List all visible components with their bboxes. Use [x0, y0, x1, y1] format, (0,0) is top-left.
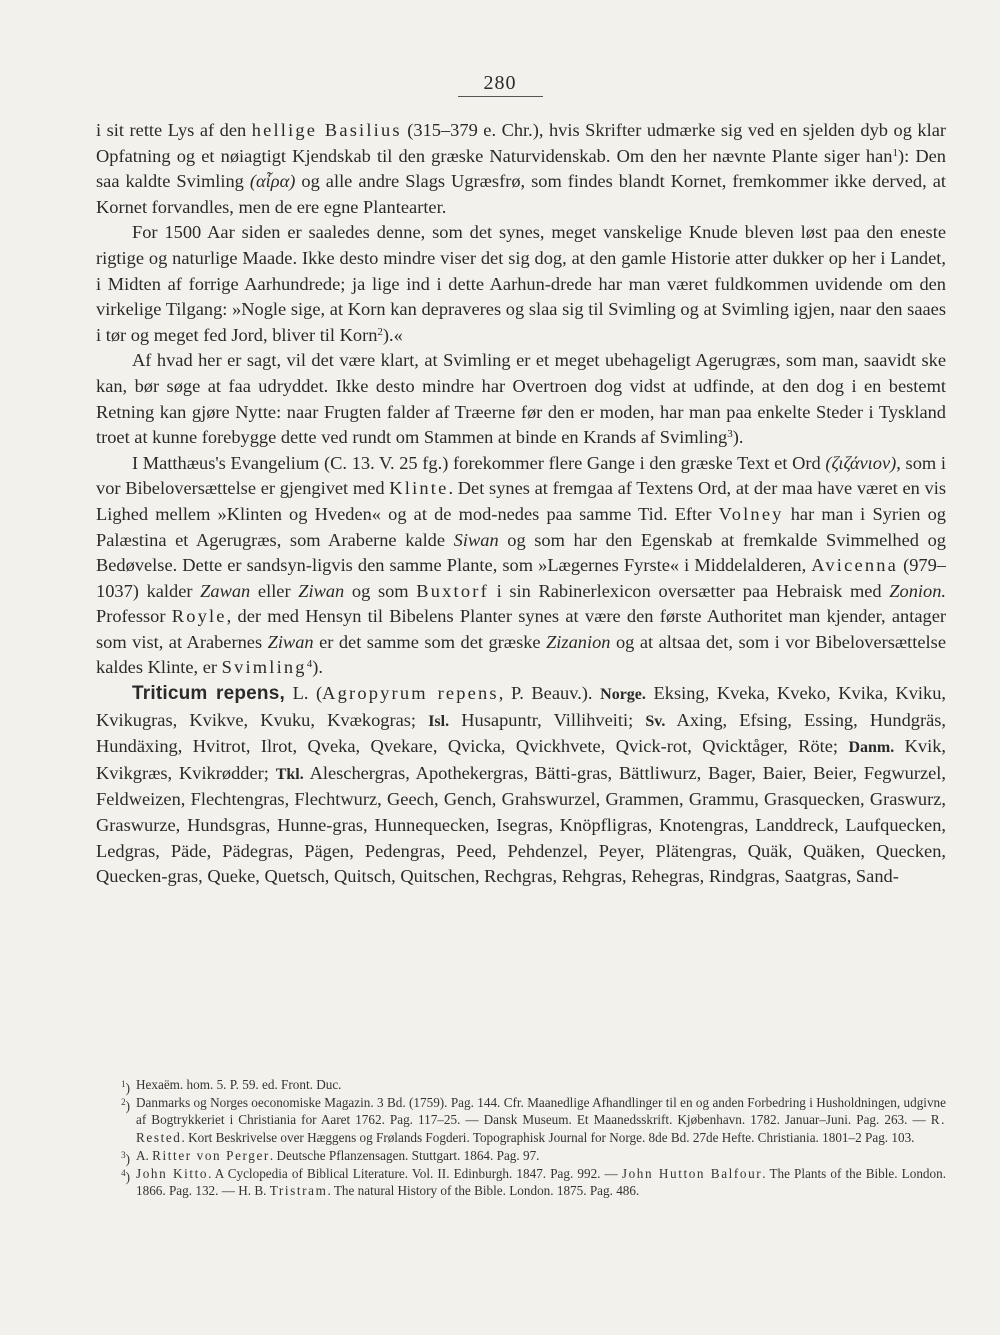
text-run: Ziwan	[298, 580, 345, 601]
paragraph	[96, 118, 946, 220]
text-run: Isl.	[428, 712, 450, 730]
text-run: er det samme som det græske	[313, 631, 547, 652]
text-run: . Kort Beskrivelse over Hæggens og Frølands Fogderi. Topographisk Journal for Norge. 8de Bd. 27de Hefte. Christiania. 1801–2 Pag. 103.	[181, 1130, 915, 1146]
text-run: Zawan	[200, 580, 251, 601]
footnote-ref: 4	[306, 658, 313, 671]
footnote-ref: 3	[727, 428, 733, 441]
text-run: Professor	[96, 606, 172, 627]
footnote-mark: $^3$)	[121, 1149, 130, 1167]
text-run: Aleschergras, Apothekergras, Bätti-gras, Bättliwurz, Bager, Baier, Beier, Fegwurzel, Feldweizen, Flechtengras, Flechtwurz, Geech, Gench, Grahswurzel, Grammen, Grammu, Grasquecken, Graswurz, Graswurze, Hundsgras, Hunne-gras, Hunnequecken, Isegras, Knöpfligras, Knotengras, Landdreck, Laufquecken, Ledgras, Päde, Pädegras, Pägen, Pedengras, Peed, Pehdenzel, Peyer, Plätengras, Quäk, Quäken, Quecken, Quecken-gras, Queke, Quetsch, Quitsch, Quitschen, Rechgras, Rehgras, Rehegras, Rindgras, Saatgras, Sand-	[96, 762, 946, 887]
text-run: i sin Rabinerlexicon oversætter paa Hebraisk med	[488, 580, 890, 601]
text-run: (979–1037) kalder	[96, 555, 946, 601]
text-run: Eksing, Kveka, Kveko, Kvika, Kviku, Kvikugras, Kvikve, Kvuku, Kvækogras;	[96, 683, 946, 730]
page-number-text: 280	[458, 72, 543, 97]
text-run: ).	[732, 427, 744, 448]
body-text	[96, 118, 946, 890]
text-run: Agropyrum repens	[322, 683, 499, 704]
text-run: Ziwan	[267, 631, 314, 652]
paragraph	[96, 220, 946, 348]
text-run: Axing, Efsing, Essing, Hundgräs, Hundäxing, Hvitrot, Ilrot, Qveka, Qvekare, Qvicka, Qvickhvete, Qvick-rot, Qvicktåger, Röte;	[96, 709, 947, 757]
text-run: Hexaëm. hom. 5. P. 59. ed. Front. Duc.	[136, 1077, 342, 1092]
text-run: (315–379 e. Chr.), hvis Skrifter udmærke sig ved en sjelden dyb og klar Opfatning og et nøiagtigt Kjendskab til den græske Naturvidenskab. Om den her nævnte Plante siger han	[96, 120, 946, 166]
page-number	[0, 72, 1000, 97]
text-run: og som har den Egenskab at fremkalde Svimmelhed og Bedøvelse. Dette er sandsyn-ligvis den samme Plante, som »Lægernes Fyrste« i Middelalderen,	[96, 529, 946, 576]
footnote-mark: $^1$)	[121, 1079, 130, 1096]
text-run: L. (	[284, 683, 323, 704]
text-run: , der med Hensyn til Bibelens Planter synes at være den første Authoritet man kjender, antager som vist, at Arabernes	[96, 606, 946, 652]
text-run: . A Cyclopedia of Biblical Literature. Vol. II. Edinburgh. 1847. Pag. 992. —	[208, 1165, 622, 1181]
text-run: Zonion.	[889, 580, 946, 601]
footnote	[108, 1165, 946, 1200]
text-run: Sv.	[645, 712, 666, 730]
text-run: For 1500 Aar siden er saaledes denne, som det synes, meget vanskelige Knude bleven løst paa den eneste rigtige og naturlige Maade. Ikke desto mindre viser det sig dog, at den gamle Historie atter dukker op her i Landet, i Midten af forrige Aarhundrede; ja lige ind i dette Aarhun-drede har man været fuldkommen uvidende om den virkelige Tilgang: »Nogle sige, at Korn kan depraveres og slaa sig til Svimling og at Svimling igjen, naar den saaes i tør og meget fed Jord, bliver til Korn	[96, 222, 946, 345]
paragraph	[96, 681, 946, 890]
text-run: Avicenna	[811, 555, 898, 576]
text-run: og alle andre Slags Ugræsfrø, som findes blandt Kornet, fremkommer ikke derved, at Kornet forvandles, men de ere egne Plantearter.	[96, 171, 946, 217]
text-run: ).«	[382, 324, 403, 345]
text-run: hellige Basilius	[251, 120, 402, 140]
text-run: (αἶρα)	[249, 171, 296, 192]
text-run: Ritter von Perger	[152, 1147, 270, 1163]
text-run: Klinte	[389, 478, 449, 499]
paragraph	[96, 348, 946, 450]
footnote	[108, 1076, 946, 1094]
text-run: Royle	[171, 606, 227, 627]
text-run: Tristram	[269, 1183, 328, 1199]
text-run: og at altsaa det, som i vor Bibeloversættelse kaldes Klinte, er	[96, 631, 946, 678]
footnote-mark: $^2$)	[121, 1096, 130, 1114]
paragraph	[96, 451, 946, 681]
text-run: Danm.	[848, 739, 895, 757]
text-run: . The Plants of the Bible. London. 1866. Pag. 132. — H. B.	[136, 1165, 946, 1199]
text-run: ): Den saa kaldte Svimling	[96, 145, 946, 192]
text-run: Danmarks og Norges oeconomiske Magazin. 3 Bd. (1759). Pag. 144. Cfr. Maanedlige Afhandlinger til en og anden Forbedring i Husholdningen, udgivne af Bogtrykkeriet i Christiania for Aaret 1762. Pag. 117–25. — Dansk Museum. Et Maanedsskrift. Kjøbenhavn. 1782. Januar–Juni. Pag. 263. —	[136, 1094, 946, 1128]
text-run: eller	[250, 580, 299, 601]
text-run: John Kitto	[136, 1165, 209, 1181]
text-run: har man i Syrien og Palæstina et Agerugræs, som Araberne kalde	[96, 503, 946, 550]
text-run: , P. Beauv.).	[498, 683, 601, 704]
footnote-ref: 1	[892, 146, 898, 159]
text-run: og som	[344, 580, 417, 601]
text-run: (ζιζάνιον)	[825, 452, 897, 473]
text-run: R. Rested	[136, 1112, 946, 1146]
text-run: . The natural History of the Bible. London. 1875. Pag. 486.	[327, 1183, 640, 1199]
text-run: I Matthæus's Evangelium (C. 13. V. 25 fg.) forekommer flere Gange i den græske Text et Ord	[132, 452, 826, 473]
footnotes	[108, 1076, 946, 1200]
text-run: Siwan	[453, 529, 499, 550]
text-run: Husapuntr, Villihveiti;	[449, 709, 646, 730]
text-run: . Det synes at fremgaa af Textens Ord, at der maa have været en vis Lighed mellem »Klinten og Hveden« og at de mod-nedes paa samme Tid. Efter	[96, 478, 946, 524]
text-run: Kvik, Kvikgræs, Kvikrødder;	[96, 736, 947, 783]
footnote	[108, 1147, 946, 1165]
text-run: , som i vor Bibeloversættelse er gjengivet med	[96, 452, 946, 499]
footnote-ref: 2	[377, 325, 383, 338]
species-name: Triticum repens,	[132, 683, 285, 705]
text-run: . Deutsche Pflanzensagen. Stuttgart. 1864. Pag. 97.	[269, 1147, 540, 1163]
text-run: i sit rette Lys af den	[96, 120, 252, 140]
text-run: Svimling	[221, 657, 307, 678]
text-run: Tkl.	[275, 765, 304, 783]
text-run: Zizanion	[546, 631, 611, 652]
text-run: John Hutton Balfour	[621, 1165, 763, 1181]
footnote-mark: $^4$)	[121, 1167, 130, 1184]
text-run: Buxtorf	[416, 580, 489, 601]
text-run: Norge.	[600, 686, 646, 704]
footnote	[108, 1094, 946, 1147]
text-run: A.	[136, 1147, 153, 1163]
text-run: Af hvad her er sagt, vil det være klart, at Svimling er et meget ubehageligt Agerugræs, som man, saavidt ske kan, bør søge at faa udryddet. Ikke desto mindre har Overtroen dog vidst at udfinde, at den dog i en bestemt Retning kan gjøre Nytte: naar Frugten falder af Træerne før den er moden, har man paa enkelte Steder i Tyskland troet at kunne forebygge dette ved rundt om Stammen at binde en Krands af Svimling	[96, 350, 946, 448]
text-run: Volney	[718, 503, 784, 524]
text-run: ).	[312, 657, 323, 678]
